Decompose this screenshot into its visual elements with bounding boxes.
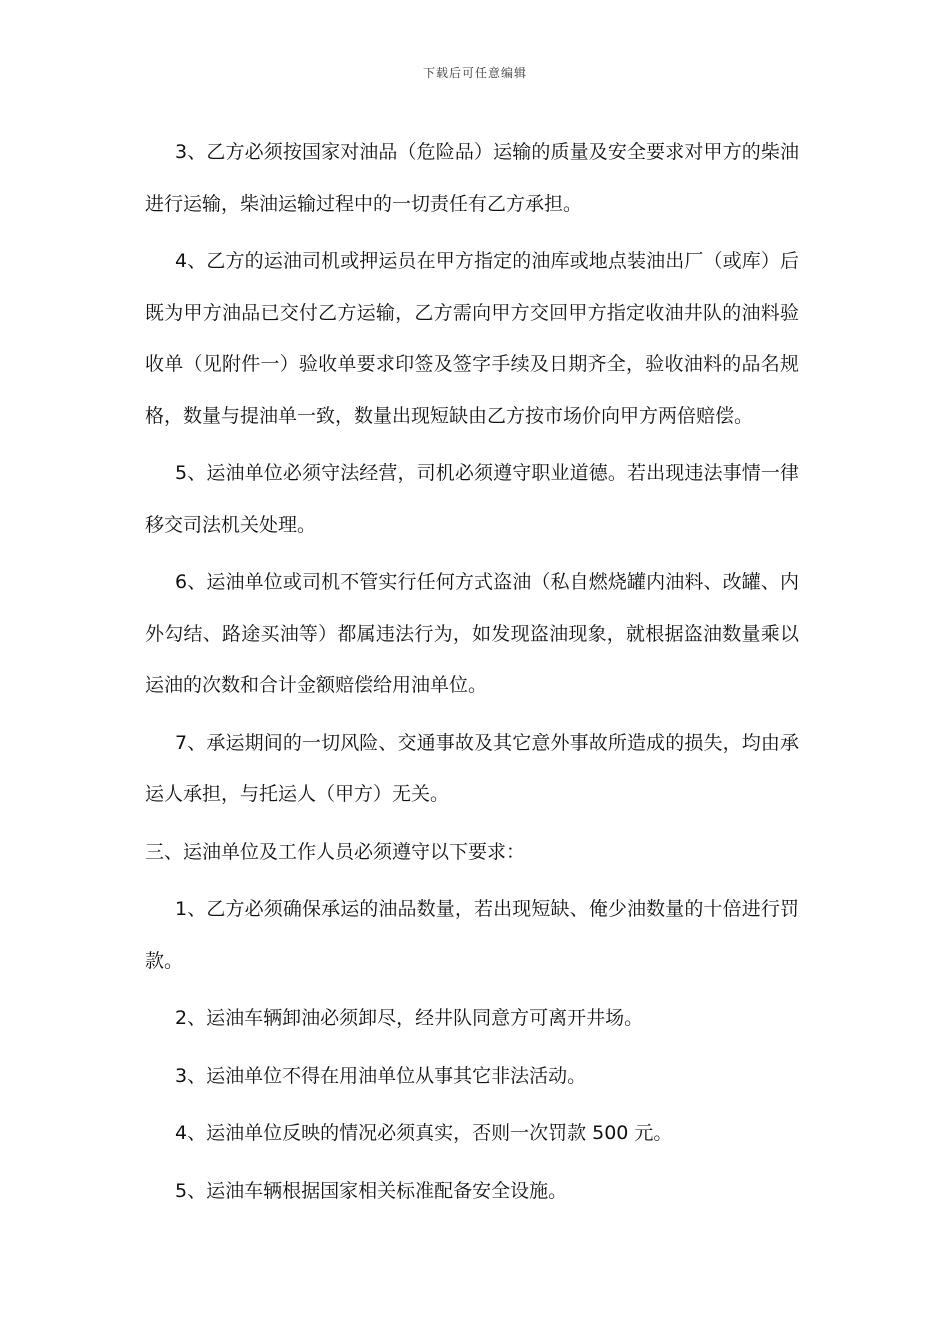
clause-paragraph: 5、运油车辆根据国家相关标准配备安全设施。 <box>175 1179 568 1202</box>
document-body <box>145 127 799 1223</box>
clause-paragraph: 3、运油单位不得在用油单位从事其它非法活动。 <box>175 1064 587 1087</box>
clause-paragraph: 2、运油车辆卸油必须卸尽，经井队同意方可离开井场。 <box>175 1007 644 1029</box>
clause-paragraph: 7、承运期间的一切风险、交通事故及其它意外事故所造成的损失，均由承运人承担，与托运人（甲方）无关。 <box>145 731 799 805</box>
clause-paragraph: 6、运油单位或司机不管实行任何方式盗油（私自燃烧罐内油料、改罐、内外勾结、路途买油等）都属违法行为，如发现盗油现象，就根据盗油数量乘以运油的次数和合计金额赔偿给用油单位。 <box>145 571 799 696</box>
page-header-note: 下载后可任意编辑 <box>422 66 527 80</box>
clause-paragraph: 5、运油单位必须守法经营，司机必须遵守职业道德。若出现违法事情一律移交司法机关处理。 <box>145 462 799 536</box>
clause-paragraph: 4、运油单位反映的情况必须真实，否则一次罚款 500 元。 <box>175 1122 673 1144</box>
section-heading: 三、运油单位及工作人员必须遵守以下要求： <box>145 840 526 863</box>
clause-paragraph: 1、乙方必须确保承运的油品数量，若出现短缺、俺少油数量的十倍进行罚款。 <box>145 898 799 972</box>
clause-paragraph: 4、乙方的运油司机或押运员在甲方指定的油库或地点装油出厂（或库）后既为甲方油品已交付乙方运输，乙方需向甲方交回甲方指定收油井队的油料验收单（见附件一）验收单要求印签及签字手续及日期齐全，验收油料的品名规格，数量与提油单一致，数量出现短缺由乙方按市场价向甲方两倍赔偿。 <box>145 250 799 427</box>
clause-paragraph: 3、乙方必须按国家对油品（危险品）运输的质量及安全要求对甲方的柴油进行运输，柴油运输过程中的一切责任有乙方承担。 <box>145 141 799 215</box>
